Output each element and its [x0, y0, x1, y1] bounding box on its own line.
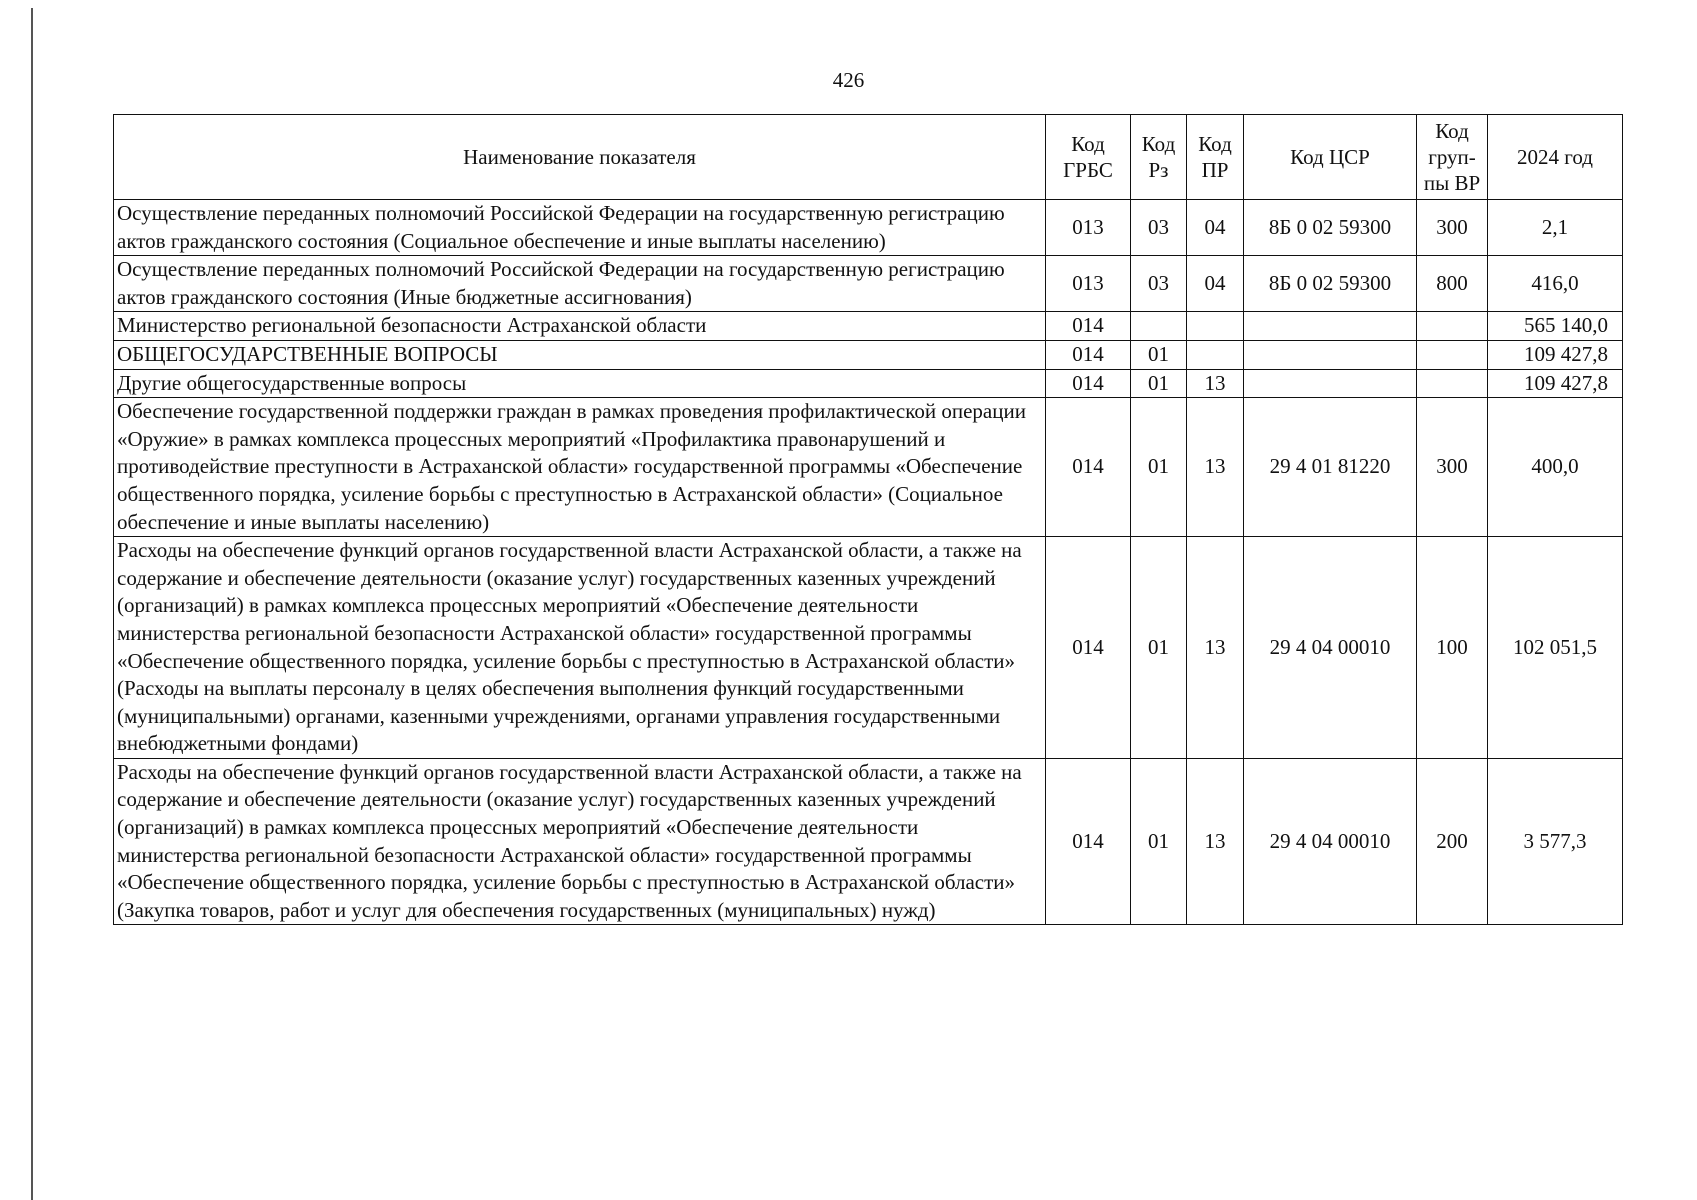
row-rz: 01	[1131, 398, 1187, 537]
row-name: Расходы на обеспечение функций органов государственной власти Астраханской области, а также на содержание и обеспечение деятельности (оказание услуг) государственных казенных учреждений (организаций) в рамках комплекса процессных мероприятий «Обеспечение деятельности министерства региональной безопасности Астраханской области» государственной программы «Обеспечение общественного порядка, усиление борьбы с преступностью в Астраханской области» (Закупка товаров, работ и услуг для обеспечения государственных (муниципальных) нужд)	[114, 758, 1046, 925]
table-row	[114, 537, 1623, 759]
row-pr: 04	[1187, 200, 1244, 256]
row-grbs: 014	[1046, 369, 1131, 398]
row-rz: 01	[1131, 369, 1187, 398]
table-row	[114, 256, 1623, 312]
row-name: Другие общегосударственные вопросы	[114, 369, 1046, 398]
table-body	[114, 200, 1623, 925]
row-vr: 100	[1417, 537, 1488, 759]
header-pr: Код ПР	[1187, 115, 1244, 200]
row-rz: 03	[1131, 256, 1187, 312]
row-grbs: 013	[1046, 200, 1131, 256]
row-amount: 400,0	[1488, 398, 1623, 537]
row-rz	[1131, 312, 1187, 341]
row-name: Осуществление переданных полномочий Российской Федерации на государственную регистрацию актов гражданского состояния (Иные бюджетные ассигнования)	[114, 256, 1046, 312]
row-vr: 200	[1417, 758, 1488, 925]
row-csr: 29 4 01 81220	[1244, 398, 1417, 537]
row-csr	[1244, 312, 1417, 341]
row-vr	[1417, 369, 1488, 398]
row-amount: 565 140,0	[1488, 312, 1623, 341]
row-pr	[1187, 312, 1244, 341]
row-pr: 13	[1187, 537, 1244, 759]
row-csr: 29 4 04 00010	[1244, 758, 1417, 925]
row-amount: 109 427,8	[1488, 340, 1623, 369]
row-name: Расходы на обеспечение функций органов государственной власти Астраханской области, а также на содержание и обеспечение деятельности (оказание услуг) государственных казенных учреждений (организаций) в рамках комплекса процессных мероприятий «Обеспечение деятельности министерства региональной безопасности Астраханской области» государственной программы «Обеспечение общественного порядка, усиление борьбы с преступностью в Астраханской области» (Расходы на выплаты персоналу в целях обеспечения выполнения функций государственными (муниципальными) органами, казенными учреждениями, органами управления государственными внебюджетными фондами)	[114, 537, 1046, 759]
row-vr	[1417, 312, 1488, 341]
table-row	[114, 369, 1623, 398]
row-csr: 8Б 0 02 59300	[1244, 200, 1417, 256]
table-row	[114, 340, 1623, 369]
row-name: Осуществление переданных полномочий Российской Федерации на государственную регистрацию актов гражданского состояния (Социальное обеспечение и иные выплаты населению)	[114, 200, 1046, 256]
row-name: ОБЩЕГОСУДАРСТВЕННЫЕ ВОПРОСЫ	[114, 340, 1046, 369]
row-vr: 800	[1417, 256, 1488, 312]
table-header	[114, 115, 1623, 200]
header-vr: Код груп- пы ВР	[1417, 115, 1488, 200]
row-name: Министерство региональной безопасности Астраханской области	[114, 312, 1046, 341]
row-grbs: 014	[1046, 537, 1131, 759]
row-grbs: 014	[1046, 758, 1131, 925]
header-name: Наименование показателя	[114, 115, 1046, 200]
header-rz: Код Рз	[1131, 115, 1187, 200]
row-name: Обеспечение государственной поддержки граждан в рамках проведения профилактической операции «Оружие» в рамках комплекса процессных мероприятий «Профилактика правонарушений и противодействие преступности в Астраханской области» государственной программы «Обеспечение общественного порядка, усиление борьбы с преступностью в Астраханской области» (Социальное обеспечение и иные выплаты населению)	[114, 398, 1046, 537]
row-grbs: 013	[1046, 256, 1131, 312]
row-vr	[1417, 340, 1488, 369]
row-csr: 29 4 04 00010	[1244, 537, 1417, 759]
row-rz: 01	[1131, 340, 1187, 369]
row-vr: 300	[1417, 200, 1488, 256]
row-pr: 13	[1187, 369, 1244, 398]
row-pr: 13	[1187, 758, 1244, 925]
header-year: 2024 год	[1488, 115, 1623, 200]
row-pr	[1187, 340, 1244, 369]
page-number: 426	[832, 68, 865, 92]
row-amount: 102 051,5	[1488, 537, 1623, 759]
row-amount: 3 577,3	[1488, 758, 1623, 925]
row-amount: 109 427,8	[1488, 369, 1623, 398]
row-csr	[1244, 340, 1417, 369]
table-row	[114, 398, 1623, 537]
row-amount: 2,1	[1488, 200, 1623, 256]
table-row	[114, 312, 1623, 341]
row-grbs: 014	[1046, 312, 1131, 341]
header-grbs: Код ГРБС	[1046, 115, 1131, 200]
row-vr: 300	[1417, 398, 1488, 537]
row-amount: 416,0	[1488, 256, 1623, 312]
row-pr: 04	[1187, 256, 1244, 312]
header-row	[114, 115, 1623, 200]
row-csr: 8Б 0 02 59300	[1244, 256, 1417, 312]
scan-edge-line	[31, 8, 33, 1200]
table-row	[114, 200, 1623, 256]
header-csr: Код ЦСР	[1244, 115, 1417, 200]
row-rz: 01	[1131, 758, 1187, 925]
row-rz: 01	[1131, 537, 1187, 759]
row-rz: 03	[1131, 200, 1187, 256]
row-grbs: 014	[1046, 340, 1131, 369]
row-grbs: 014	[1046, 398, 1131, 537]
table-row	[114, 758, 1623, 925]
budget-table	[113, 114, 1623, 925]
row-pr: 13	[1187, 398, 1244, 537]
row-csr	[1244, 369, 1417, 398]
